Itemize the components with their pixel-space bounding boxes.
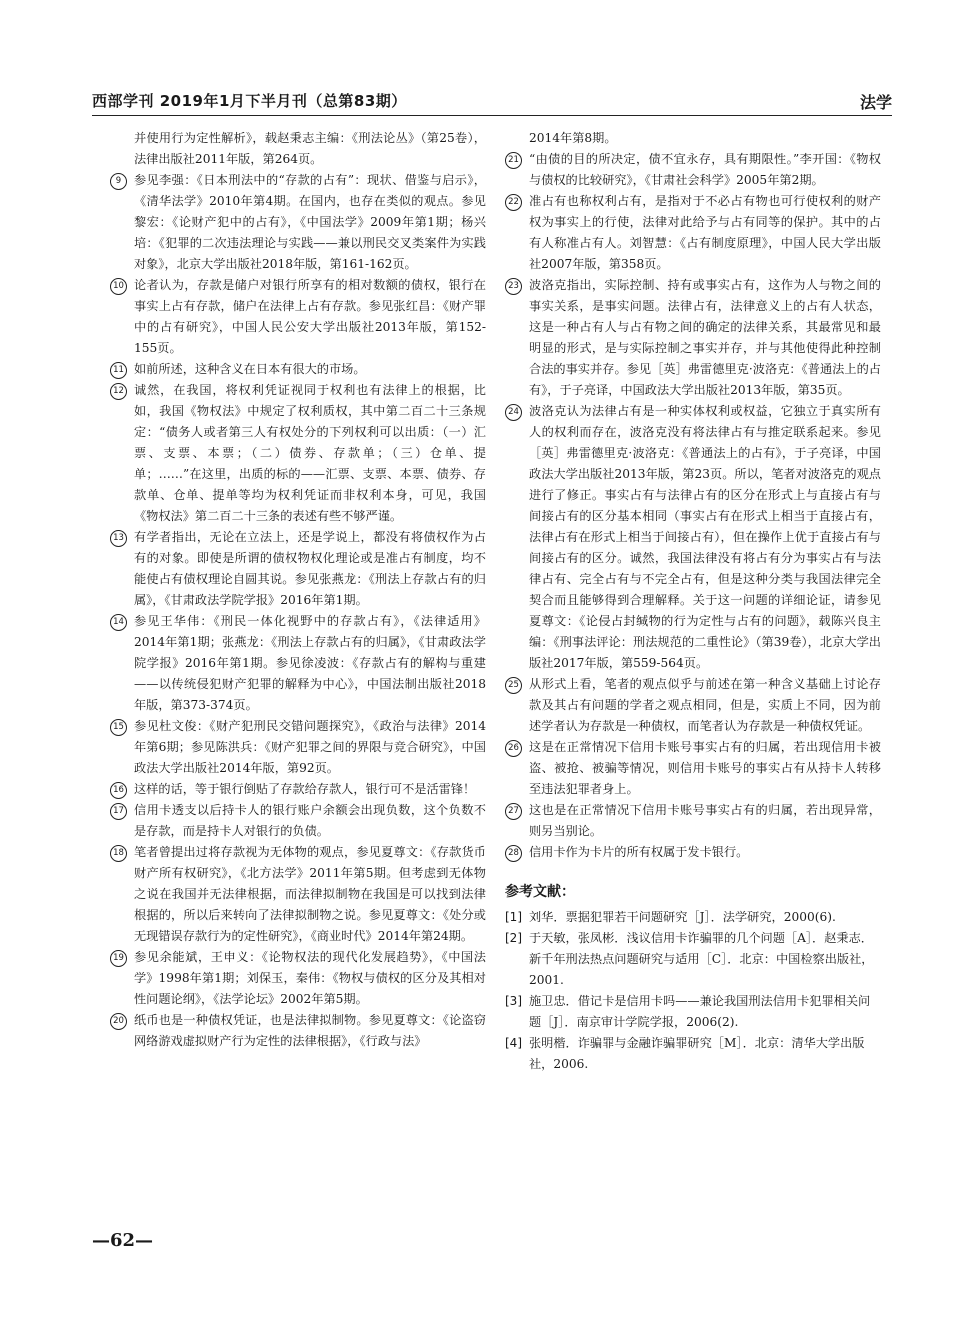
reference-number: [2] [505,931,522,945]
footnote-item [110,380,486,527]
footnote-item [505,842,881,863]
footnote-item [110,800,486,842]
footnote-text: 纸币也是一种债权凭证，也是法律拟制物。参见夏尊文：《论盗窃网络游戏虚拟财产行为定性的法律根据》，《行政与法》 [134,1013,486,1048]
footnote-text: 这样的话，等于银行倒贴了存款给存款人，银行可不是活雷锋！ [134,782,476,796]
footnote-item [110,359,486,380]
footnote-item [505,674,881,737]
footnote-text: 参见王华伟：《刑民一体化视野中的存款占有》，《法律适用》2014年第1期；张燕龙：《刑法上存款占有的归属》，《甘肃政法学院学报》2016年第1期。参见徐凌波：《存款占有的解构与重建——以传统侵犯财产犯罪的解释为中心》，中国法制出版社2018年版，第373-374页。 [134,614,486,712]
footnote-text: 波洛克认为法律占有是一种实体权利或权益，它独立于真实所有人的权利而存在，波洛克没有将法律占有与推定联系起来。参见［英］弗雷德里克·波洛克：《普通法上的占有》，于子亮译，中国政法大学出版社2013年版，第23页。所以，笔者对波洛克的观点进行了修正。事实占有与法律占有的区分在形式上与直接占有与间接占有的区分基本相同（事实占有在形式上相当于直接占有，法律占有在形式上相当于间接占有），但在操作上优于直接占有与间接占有的区分。诚然，我国法律没有将占有分为事实占有与法律占有、完全占有与不完全占有，但是这种分类与我国法律完全契合而且能够得到合理解释。关于这一问题的详细论证，请参见夏尊文：《论侵占封缄物的行为定性与占有的问题》，载陈兴良主编：《刑事法评论：刑法规范的二重性论》（第39卷），北京大学出版社2017年版，第559-564页。 [529,404,881,670]
journal-title: 西部学刊 2019年1月下半月刊（总第83期） [92,92,407,110]
reference-item [505,991,881,1033]
footnote-number: 23 [505,278,522,295]
running-header [92,88,892,114]
reference-item [505,1033,881,1075]
footnote-item [110,1010,486,1052]
reference-text: 张明楷．诈骗罪与金融诈骗罪研究［M］．北京：清华大学出版社，2006. [529,1036,865,1071]
reference-text: 于天敏，张凤彬．浅议信用卡诈骗罪的几个问题［A］．赵秉志．新千年刑法热点问题研究与适用［C］．北京：中国检察出版社，2001. [529,931,874,987]
footnote-item [505,275,881,401]
footnote-number: 10 [110,278,127,295]
footnote-text: 信用卡作为卡片的所有权属于发卡银行。 [529,845,749,859]
footnote-item [110,779,486,800]
reference-text: 刘华．票据犯罪若干问题研究［J］．法学研究，2000(6). [529,910,836,924]
footnote-number: 14 [110,614,127,631]
footnote-number: 28 [505,845,522,862]
footnote-text: 诚然，在我国，将权利凭证视同于权利也有法律上的根据，比如，我国《物权法》中规定了权利质权，其中第二百二十三条规定：“债务人或者第三人有权处分的下列权利可以出质：（一）汇票、支票、本票；（二）债券、存款单；（三）仓单、提单；……”在这里，出质的标的——汇票、支票、本票、债券、存款单、仓单、提单等均为权利凭证而非权利本身，可见，我国《物权法》第二百二十三条的表述有些不够严谨。 [134,383,486,523]
footnote-text: 如前所述，这种含义在日本有很大的市场。 [134,362,366,376]
footnote-text: 参见李强：《日本刑法中的“存款的占有”：现状、借鉴与启示》，《清华法学》2010年第4期。在国内，也存在类似的观点。参见黎宏：《论财产犯中的占有》，《中国法学》2009年第1期；杨兴培：《犯罪的二次违法理论与实践——兼以刑民交叉类案件为实践对象》，北京大学出版社2018年版，第161-162页。 [134,173,486,271]
footnote-text: 有学者指出，无论在立法上，还是学说上，都没有将债权作为占有的对象。即使是所谓的债权物权化理论或是准占有制度，均不能使占有债权理论自圆其说。参见张燕龙：《刑法上存款占有的归属》，《甘肃政法学院学报》2016年第1期。 [134,530,486,607]
footnote-item [110,275,486,359]
footnote-item [505,128,881,149]
reference-number: [3] [505,994,522,1008]
footnote-text: 这是在正常情况下信用卡账号事实占有的归属，若出现信用卡被盗、被抢、被骗等情况，则信用卡账号的事实占有从持卡人转移至违法犯罪者身上。 [529,740,881,796]
footnote-text: 波洛克指出，实际控制、持有或事实占有，这作为人与物之间的事实关系，是事实问题。法律占有，法律意义上的占有人状态，这是一种占有人与占有物之间的确定的法律关系，其最常见和最明显的形式，是与实际控制之事实并存，并与其他使得此种控制合法的事实并存。参见［英］弗雷德里克·波洛克：《普通法上的占有》，于子亮译，中国政法大学出版社2013年版，第35页。 [529,278,881,397]
footnote-item [505,149,881,191]
footnote-text: 这也是在正常情况下信用卡账号事实占有的归属，若出现异常，则另当别论。 [529,803,881,838]
footnote-text: 信用卡透支以后持卡人的银行账户余额会出现负数，这个负数不是存款，而是持卡人对银行的负债。 [134,803,486,838]
footnote-number: 25 [505,677,522,694]
footnote-number: 18 [110,845,127,862]
section-label: 法学 [859,93,892,112]
references-title: 参考文献： [505,884,575,900]
footnote-number: 9 [110,173,127,190]
reference-number: [1] [505,910,522,924]
footnote-item [505,401,881,674]
footnote-text: 论者认为，存款是储户对银行所享有的相对数额的债权，银行在事实上占有存款，储户在法律上占有存款。参见张红昌：《财产罪中的占有研究》，中国人民公安大学出版社2013年版，第152-155页。 [134,278,486,355]
footnote-text: 参见余能斌，王申义：《论物权法的现代化发展趋势》，《中国法学》1998年第1期；刘保玉，秦伟：《物权与债权的区分及其相对性问题论纲》，《法学论坛》2002年第5期。 [134,950,486,1006]
references-list [505,907,881,1075]
reference-item [505,907,881,928]
footnote-number: 12 [110,383,127,400]
footnote-number: 19 [110,950,127,967]
footnote-number: 17 [110,803,127,820]
footnote-item [110,947,486,1010]
footnote-item [505,800,881,842]
footnote-text: 并使用行为定性解析》，载赵秉志主编：《刑法论丛》（第25卷），法律出版社2011年版，第264页。 [134,131,486,166]
footnote-number: 15 [110,719,127,736]
footnote-text: 从形式上看，笔者的观点似乎与前述在第一种含义基础上讨论存款及其占有问题的学者之观点相同，但是，实质上不同，因为前述学者认为存款是一种债权，而笔者认为存款是一种债权凭证。 [529,677,881,733]
footnote-item [110,842,486,947]
page-number: —62— [92,1230,154,1251]
footnote-number: 13 [110,530,127,547]
footnote-number: 20 [110,1013,127,1030]
footnote-text: 参见杜文俊：《财产犯刑民交错问题探究》，《政治与法律》2014年第6期；参见陈洪兵：《财产犯罪之间的界限与竞合研究》，中国政法大学出版社2014年版，第92页。 [134,719,486,775]
footnote-item [110,716,486,779]
footnote-item [110,170,486,275]
footnote-item [110,611,486,716]
footnote-text: 准占有也称权利占有，是指对于不必占有物也可行使权利的财产权为事实上的行使，法律对此给予与占有同等的保护。其中的占有人称准占有人。刘智慧：《占有制度原理》，中国人民大学出版社2007年版，第358页。 [529,194,881,271]
footnote-item [110,527,486,611]
footnote-item [110,128,486,170]
footnote-text: 笔者曾提出过将存款视为无体物的观点，参见夏尊文：《存款货币财产所有权研究》，《北方法学》2011年第5期。但考虑到无体物之说在我国并无法律根据，而法律拟制物在我国是可以找到法律根据的，所以后来转向了法律拟制物之说。参见夏尊文：《处分或无现错误存款行为的定性研究》，《商业时代》2014年第24期。 [134,845,486,943]
footnote-item [505,191,881,275]
reference-text: 施卫忠．借记卡是信用卡吗——兼论我国刑法信用卡犯罪相关问题［J］．南京审计学院学报，2006(2). [529,994,871,1029]
footnote-text: 2014年第8期。 [529,131,617,145]
footnote-number: 26 [505,740,522,757]
footnote-number: 11 [110,362,127,379]
footnote-number: 22 [505,194,522,211]
footnote-text: “由债的目的所决定，债不宜永存，具有期限性。”李开国：《物权与债权的比较研究》，《甘肃社会科学》2005年第2期。 [529,152,881,187]
left-column [110,128,486,1052]
footnote-number: 21 [505,152,522,169]
reference-item [505,928,881,991]
right-column [505,128,881,1075]
header-rule [92,115,892,116]
footnote-number: 16 [110,782,127,799]
footnote-item [505,737,881,800]
right-notes [505,128,881,863]
footnote-number: 24 [505,404,522,421]
reference-number: [4] [505,1036,522,1050]
footnote-number: 27 [505,803,522,820]
